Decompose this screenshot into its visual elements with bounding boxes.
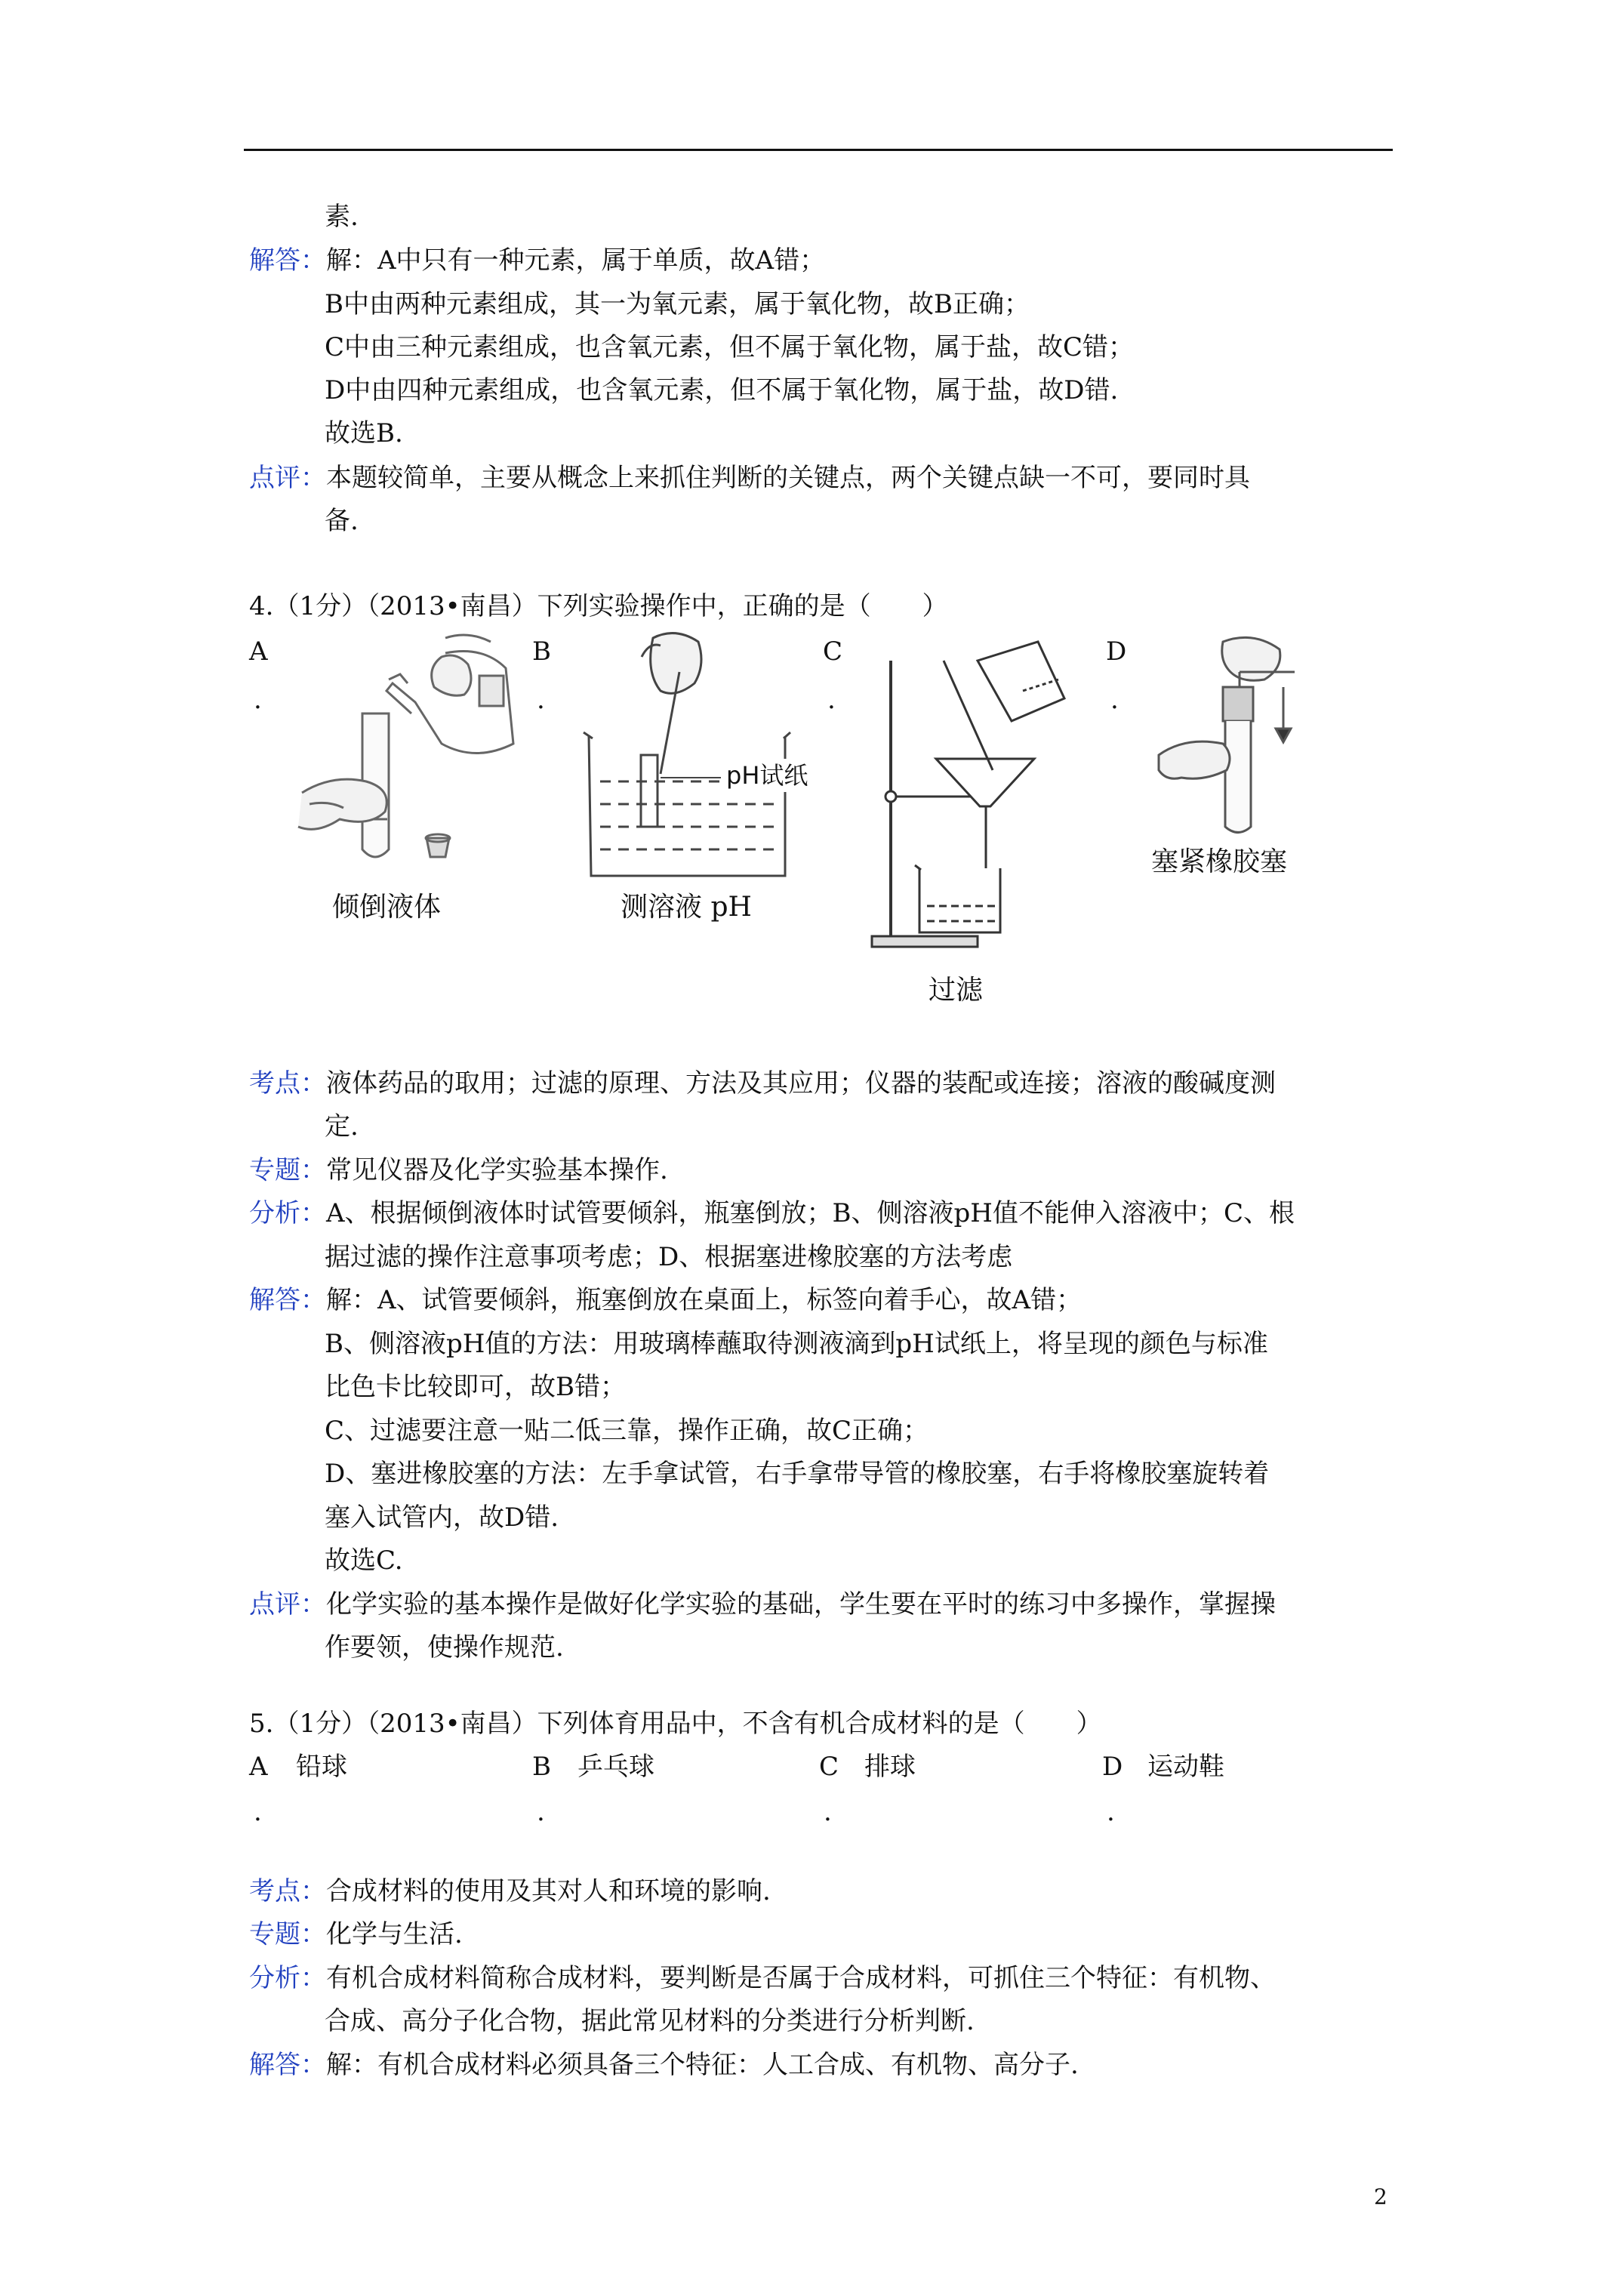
q4-option-c-dot: . — [827, 685, 836, 715]
q4-option-b-caption: 测溶液 pH — [621, 892, 752, 923]
q5-fenxi-label: 分析 — [249, 1963, 300, 1993]
q5-answer-label: 解答 — [249, 2050, 300, 2080]
q4-kaodian-line-0: 液体药品的取用；过滤的原理、方法及其应用；仪器的装配或连接；溶液的酸碱度测 — [326, 1068, 1276, 1099]
q4-option-d-letter: D — [1106, 636, 1127, 667]
q5-option-d-dot: . — [1107, 1797, 1115, 1827]
q3-answer-label: 解答 — [249, 245, 300, 276]
q3-answer-line-1: B中由两种元素组成，其一为氧元素，属于氧化物，故B正确； — [325, 289, 1030, 319]
q5-answer-text: 解：有机合成材料必须具备三个特征：人工合成、有机物、高分子. — [326, 2050, 1079, 2080]
q4-zhuanti-text: 常见仪器及化学实验基本操作. — [326, 1155, 668, 1185]
q3-answer-line-3: D中由四种元素组成，也含氧元素，但不属于氧化物，属于盐，故D错. — [325, 375, 1119, 405]
q4-fenxi-line-1: 据过滤的操作注意事项考虑；D、根据塞进橡胶塞的方法考虑 — [325, 1242, 1013, 1272]
q4-answer-line-0: 解：A、试管要倾斜，瓶塞倒放在桌面上，标签向着手心，故A错； — [326, 1285, 1083, 1315]
q5-option-a-text: 铅球 — [296, 1752, 347, 1782]
q4-kaodian-row: 考点：液体药品的取用；过滤的原理、方法及其应用；仪器的装配或连接；溶液的酸碱度测 — [249, 1068, 1276, 1099]
q3-comment-line-0: 本题较简单，主要从概念上来抓住判断的关键点，两个关键点缺一不可，要同时具 — [326, 463, 1250, 493]
q5-option-b-letter: B — [532, 1752, 551, 1782]
q5-kaodian-text: 合成材料的使用及其对人和环境的影响. — [326, 1876, 771, 1906]
q5-zhuanti-row: 专题：化学与生活. — [249, 1919, 463, 1949]
q5-option-c-dot: . — [824, 1797, 832, 1827]
q5-fenxi-line-0: 有机合成材料简称合成材料，要判断是否属于合成材料，可抓住三个特征：有机物、 — [326, 1963, 1276, 1993]
q4-option-a-letter: A — [249, 636, 268, 667]
pouring-liquid-figure — [287, 630, 528, 876]
q5-option-d-text: 运动鞋 — [1147, 1752, 1224, 1782]
q4-answer-line-3: C、过滤要注意一贴二低三靠，操作正确，故C正确； — [325, 1416, 929, 1446]
q4-kaodian-label: 考点 — [249, 1068, 300, 1099]
q4-zhuanti-row: 专题：常见仪器及化学实验基本操作. — [249, 1155, 668, 1185]
q5-option-a-letter: A — [249, 1752, 268, 1782]
q4-option-b-dot: . — [537, 685, 545, 715]
q5-option-c-letter: C — [819, 1752, 839, 1782]
q4-comment-label: 点评 — [249, 1589, 300, 1620]
q4-kaodian-line-1: 定. — [325, 1111, 359, 1142]
q5-kaodian-row: 考点：合成材料的使用及其对人和环境的影响. — [249, 1876, 771, 1906]
q5-option-b-dot: . — [537, 1797, 545, 1827]
q4-answer-label: 解答 — [249, 1285, 300, 1315]
q5-answer-row: 解答：解：有机合成材料必须具备三个特征：人工合成、有机物、高分子. — [249, 2050, 1079, 2080]
q4-fenxi-label: 分析 — [249, 1198, 300, 1228]
page-number: 2 — [1374, 2184, 1387, 2209]
q4-answer-line-1: B、侧溶液pH值的方法：用玻璃棒蘸取待测液滴到pH试纸上，将呈现的颜色与标准 — [325, 1329, 1268, 1359]
insert-stopper-figure — [1151, 630, 1325, 834]
q5-option-a-dot: . — [254, 1797, 262, 1827]
q4-answer-line-5: 塞入试管内，故D错. — [325, 1502, 559, 1533]
q5-kaodian-label: 考点 — [249, 1876, 300, 1906]
q5-question: 5.（1分）（2013•南昌）下列体育用品中，不含有机合成材料的是（ ） — [249, 1709, 1102, 1739]
q3-answer-row: 解答：解：A中只有一种元素，属于单质，故A错； — [249, 245, 826, 276]
q5-option-d-letter: D — [1102, 1752, 1123, 1782]
q4-zhuanti-label: 专题 — [249, 1155, 300, 1185]
q5-fenxi-line-1: 合成、高分子化合物，据此常见材料的分类进行分析判断. — [325, 2006, 975, 2036]
header-rule — [244, 149, 1393, 151]
q3-answer-line-4: 故选B. — [325, 418, 403, 448]
q4-option-a-dot: . — [254, 685, 262, 715]
q5-fenxi-row: 分析：有机合成材料简称合成材料，要判断是否属于合成材料，可抓住三个特征：有机物、 — [249, 1963, 1276, 1993]
q5-option-c-text: 排球 — [864, 1752, 916, 1782]
q4-answer-line-6: 故选C. — [325, 1546, 403, 1576]
ph-test-figure — [570, 627, 823, 883]
q4-option-c-caption: 过滤 — [929, 975, 984, 1006]
q4-fenxi-line-0: A、根据倾倒液体时试管要倾斜，瓶塞倒放；B、侧溶液pH值不能伸入溶液中；C、根 — [326, 1198, 1295, 1228]
q5-zhuanti-text: 化学与生活. — [326, 1919, 463, 1949]
q4-option-b-letter: B — [532, 636, 551, 667]
q4-comment-row: 点评：化学实验的基本操作是做好化学实验的基础，学生要在平时的练习中多操作，掌握操 — [249, 1589, 1276, 1620]
q4-option-d-dot: . — [1110, 685, 1119, 715]
q4-option-c-letter: C — [823, 636, 843, 667]
q4-answer-row: 解答：解：A、试管要倾斜，瓶塞倒放在桌面上，标签向着手心，故A错； — [249, 1285, 1083, 1315]
q4-answer-line-4: D、塞进橡胶塞的方法：左手拿试管，右手拿带导管的橡胶塞，右手将橡胶塞旋转着 — [325, 1459, 1270, 1489]
q5-zhuanti-label: 专题 — [249, 1919, 300, 1949]
q3-comment-line-1: 备. — [325, 506, 359, 536]
q4-question: 4.（1分）（2013•南昌）下列实验操作中，正确的是（ ） — [249, 591, 948, 621]
ph-paper-label: pH试纸 — [723, 759, 811, 792]
q3-answer-line-2: C中由三种元素组成，也含氧元素，但不属于氧化物，属于盐，故C错； — [325, 332, 1135, 362]
q4-comment-line-0: 化学实验的基本操作是做好化学实验的基础，学生要在平时的练习中多操作，掌握操 — [326, 1589, 1276, 1620]
q4-comment-line-1: 作要领，使操作规范. — [325, 1632, 564, 1663]
q4-fenxi-row: 分析：A、根据倾倒液体时试管要倾斜，瓶塞倒放；B、侧溶液pH值不能伸入溶液中；C、根 — [249, 1198, 1295, 1228]
q3-comment-row: 点评：本题较简单，主要从概念上来抓住判断的关键点，两个关键点缺一不可，要同时具 — [249, 463, 1250, 493]
q4-answer-line-2: 比色卡比较即可，故B错； — [325, 1372, 626, 1402]
q3-answer-line-0: 解：A中只有一种元素，属于单质，故A错； — [326, 245, 826, 276]
q5-option-b-text: 乒乓球 — [577, 1752, 654, 1782]
filtration-figure — [861, 627, 1102, 959]
continuation-text: 素. — [325, 202, 359, 232]
q4-option-a-caption: 倾倒液体 — [332, 892, 442, 923]
q4-option-d-caption: 塞紧橡胶塞 — [1151, 846, 1288, 877]
q3-comment-label: 点评 — [249, 463, 300, 493]
